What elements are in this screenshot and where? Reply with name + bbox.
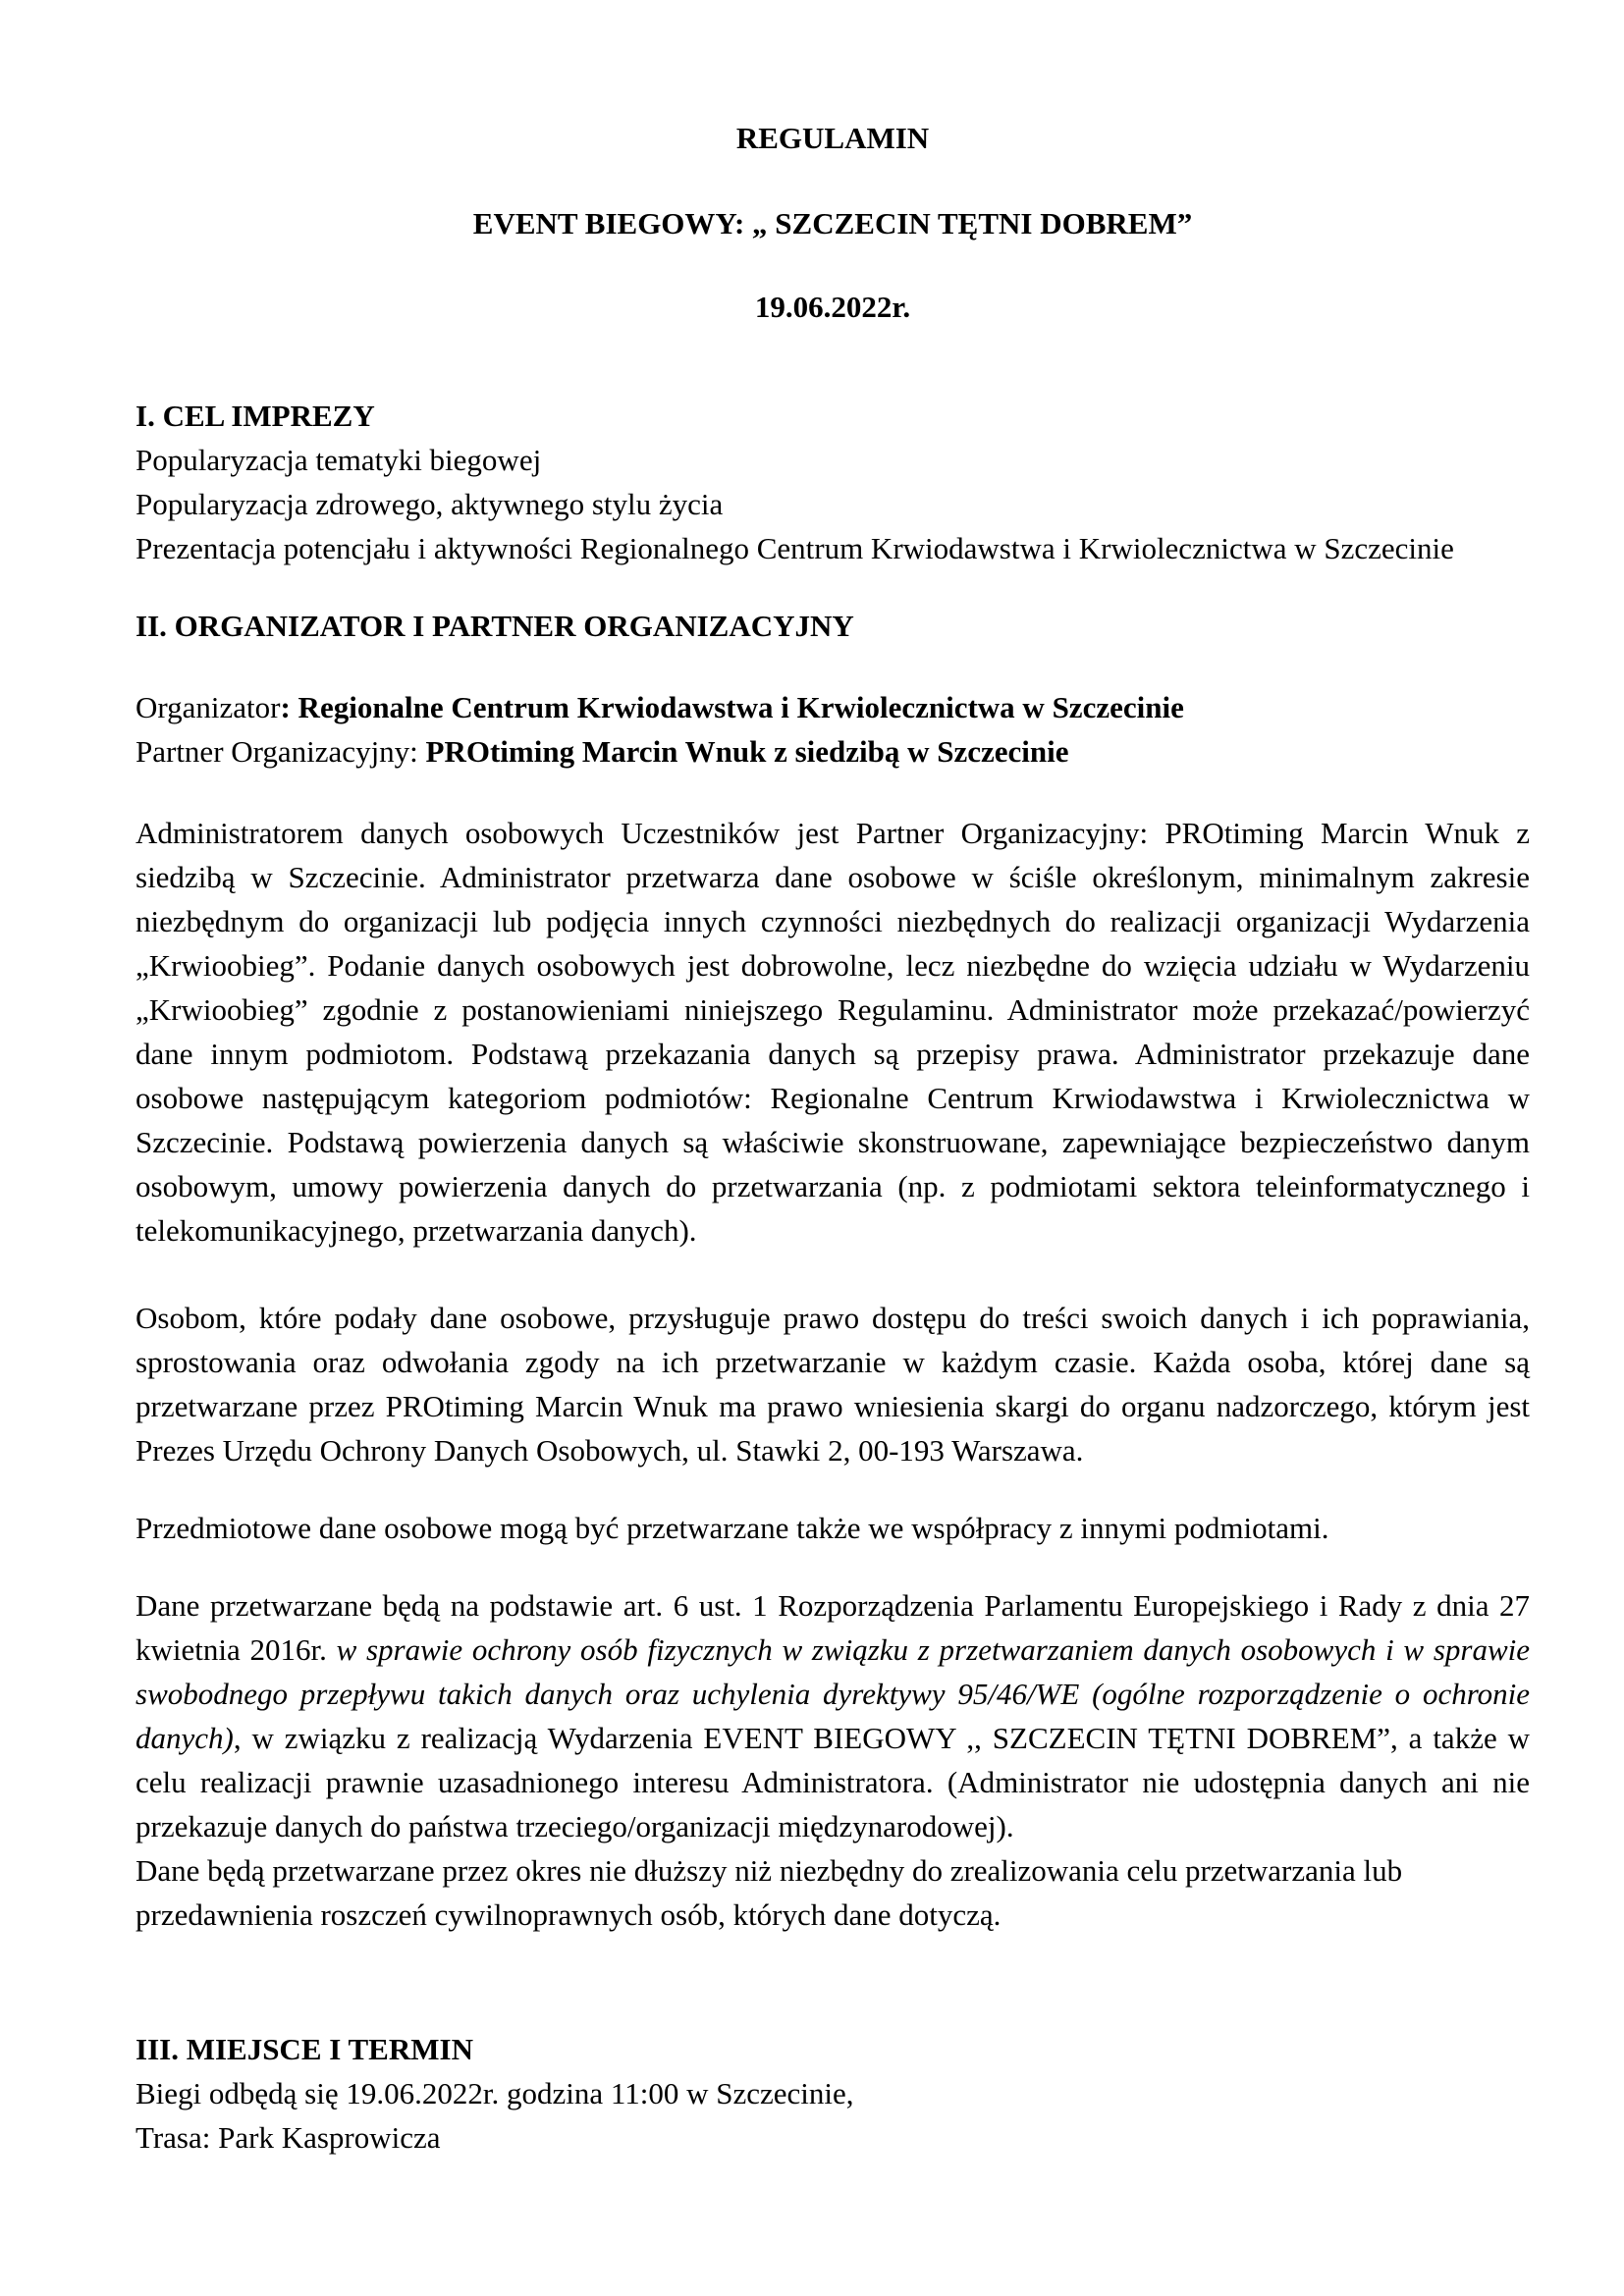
organizer-value: : Regionalne Centrum Krwiodawstwa i Krwiolecznictwa w Szczecinie: [280, 690, 1184, 724]
goal-line: Popularyzacja tematyki biegowej: [135, 443, 542, 477]
legal-basis-end: , w związku z realizacją Wydarzenia EVENT BIEGOWY ,, SZCZECIN TĘTNI DOBREM”, a także w celu realizacji prawnie uzasadnionego interesu Administratora. (Administrator nie udostępnia danych ani nie przekazuje danych do państwa trzeciego/organizacji międzynarodowej).: [135, 1721, 1530, 1843]
section-heading-goal: I. CEL IMPREZY: [135, 399, 375, 433]
section-heading-place-time: III. MIEJSCE I TERMIN: [135, 2032, 473, 2066]
section-organizer: [135, 604, 1530, 1937]
document-date: 19.06.2022r.: [754, 290, 911, 324]
data-cooperation-paragraph: Przedmiotowe dane osobowe mogą być przetwarzane także we współpracy z innymi podmiotami.: [135, 1511, 1329, 1545]
goal-line: Prezentacja potencjału i aktywności Regionalnego Centrum Krwiodawstwa i Krwiolecznictwa w Szczecinie: [135, 531, 1454, 565]
place-time-line: Biegi odbędą się 19.06.2022r. godzina 11:00 w Szczecinie,: [135, 2076, 854, 2110]
section-goal: [135, 394, 1530, 570]
document-page: [135, 116, 1530, 2160]
partner-label: Partner Organizacyjny:: [135, 734, 426, 769]
place-time-line: Trasa: Park Kasprowicza: [135, 2120, 441, 2155]
legal-basis-italic: w sprawie ochrony osób fizycznych w związku z przetwarzaniem danych osobowych i w sprawie swobodnego przepływu takich danych oraz uchylenia dyrektywy 95/46/WE (ogólne rozporządzenie o ochronie danych): [135, 1632, 1531, 1755]
retention-paragraph: Dane będą przetwarzane przez okres nie dłuższy niż niezbędny do zrealizowania celu przetwarzania lub przedawnienia roszczeń cywilnoprawnych osób, których dane dotyczą.: [135, 1853, 1403, 1932]
organizer-label: Organizator: [135, 690, 281, 724]
organizer-line: [135, 685, 1530, 729]
document-subtitle: EVENT BIEGOWY: „ SZCZECIN TĘTNI DOBREM”: [472, 206, 1193, 240]
data-rights-paragraph: Osobom, które podały dane osobowe, przysługuje prawo dostępu do treści swoich danych i ich poprawiania, sprostowania oraz odwołania zgody na ich przetwarzanie w każdym czasie. Każda osoba, której dane są przetwarzane przez PROtiming Marcin Wnuk ma prawo wniesienia skargi do organu nadzorczego, którym jest Prezes Urzędu Ochrony Danych Osobowych, ul. Stawki 2, 00-193 Warszawa.: [135, 1301, 1530, 1468]
data-admin-paragraph: Administratorem danych osobowych Uczestników jest Partner Organizacyjny: PROtiming Marcin Wnuk z siedzibą w Szczecinie. Administrator przetwarza dane osobowe w ściśle określonym, minimalnym zakresie niezbędnym do organizacji lub podjęcia innych czynności niezbędnych do realizacji organizacji Wydarzenia „Krwioobieg”. Podanie danych osobowych jest dobrowolne, lecz niezbędne do wzięcia udziału w Wydarzeniu „Krwioobieg” zgodnie z postanowieniami niniejszego Regulaminu. Administrator może przekazać/powierzyć dane innym podmiotom. Podstawą przekazania danych są przepisy prawa. Administrator przekazuje dane osobowe następującym kategoriom podmiotów: Regionalne Centrum Krwiodawstwa i Krwiolecznictwa w Szczecinie. Podstawą powierzenia danych są właściwie skonstruowane, zapewniające bezpieczeństwo danym osobowym, umowy powierzenia danych do przetwarzania (np. z podmiotami sektora teleinformatycznego i telekomunikacyjnego, przetwarzania danych).: [135, 816, 1530, 1248]
goal-line: Popularyzacja zdrowego, aktywnego stylu życia: [135, 487, 724, 521]
section-place-time: [135, 2027, 1530, 2160]
partner-line: [135, 729, 1530, 774]
partner-value: PROtiming Marcin Wnuk z siedzibą w Szczecinie: [425, 734, 1069, 769]
document-title: REGULAMIN: [735, 121, 930, 155]
legal-basis-start: Dane przetwarzane będą na podstawie art. 6 ust. 1 Rozporządzenia Parlamentu Europejskiego i Rady z dnia 27 kwietnia 2016r.: [135, 1588, 1530, 1667]
legal-basis-paragraph: [135, 1583, 1530, 1848]
section-heading-organizer: II. ORGANIZATOR I PARTNER ORGANIZACYJNY: [135, 609, 854, 643]
